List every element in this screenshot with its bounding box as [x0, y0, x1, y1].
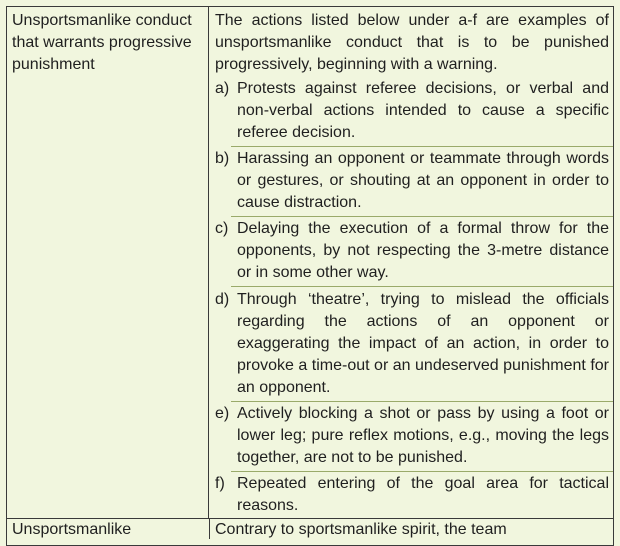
rules-table — [6, 6, 614, 546]
item-text: Repeated entering of the goal area for tactical reasons. — [237, 475, 609, 514]
item-text: Harassing an opponent or teammate through words or gestures, or shouting at an opponent in order to cause distraction. — [237, 150, 609, 211]
item-text: Actively blocking a shot or pass by using a foot or lower leg; pure reflex motions, e.g., moving the legs together, are not to be punished. — [237, 405, 609, 466]
next-row-description: Contrary to sportsmanlike spirit, the team — [215, 521, 507, 538]
item-divider — [231, 146, 613, 147]
item-letter: e) — [215, 405, 230, 422]
conduct-category-label: Unsportsmanlike conduct that warrants progressive punishment — [12, 12, 192, 73]
item-letter: b) — [215, 150, 230, 167]
item-divider — [231, 401, 613, 402]
description-intro: The actions listed below under a-f are examples of unsportsmanlike conduct that is to be punished progressively, beginning with a warning. — [215, 12, 609, 73]
item-letter: f) — [215, 475, 225, 492]
item-divider — [231, 471, 613, 472]
column-divider — [209, 519, 210, 539]
item-divider — [231, 216, 613, 217]
item-divider — [231, 286, 613, 287]
conduct-description-cell — [209, 7, 613, 518]
item-text: Protests against referee decisions, or verbal and non-verbal actions intended to cause a specific referee decision. — [237, 80, 609, 141]
conduct-category-cell — [7, 7, 209, 518]
item-text: Through ‘theatre’, trying to mislead the officials regarding the actions of an opponent or exaggerating the impact of an action, in order to provoke a time-out or an undeserved punishment for an opponent. — [237, 291, 609, 396]
item-letter: c) — [215, 220, 229, 237]
item-letter: d) — [215, 291, 230, 308]
next-table-row — [7, 519, 613, 539]
next-row-label: Unsportsmanlike — [12, 521, 132, 538]
item-letter: a) — [215, 80, 230, 97]
item-text: Delaying the execution of a formal throw for the opponents, by not respecting the 3-metre distance or in some other way. — [237, 220, 609, 281]
